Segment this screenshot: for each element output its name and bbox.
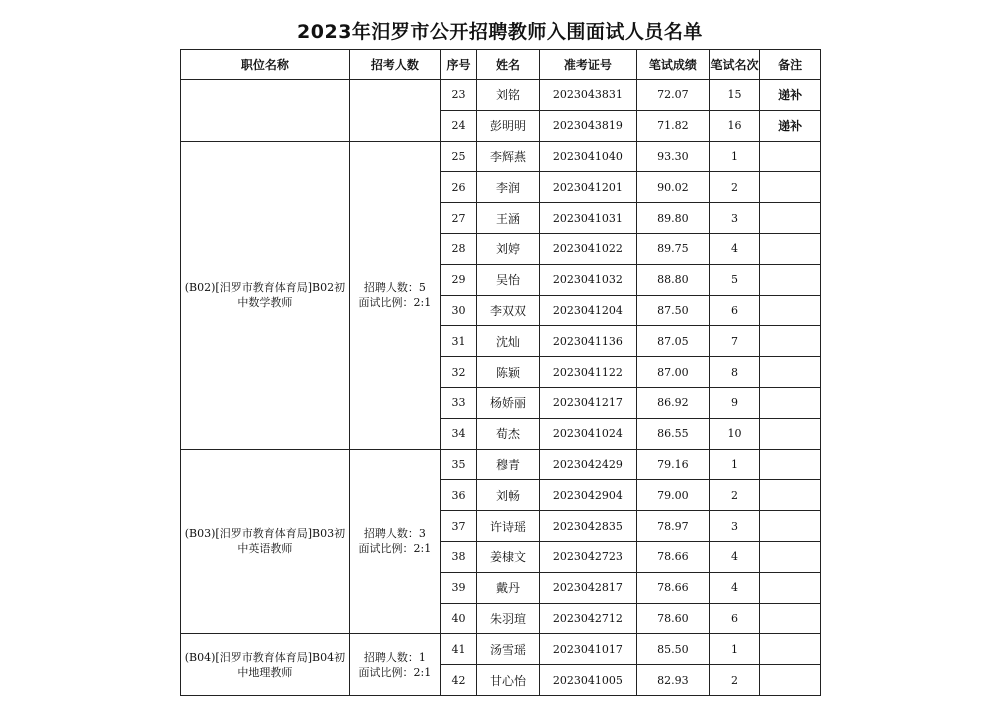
note-cell (760, 203, 821, 234)
note-cell (760, 172, 821, 203)
score-cell: 93.30 (636, 141, 709, 172)
document-title: 2023年汨罗市公开招聘教师入围面试人员名单 (297, 21, 703, 43)
ticket-cell: 2023042723 (539, 541, 636, 572)
rank-cell: 3 (709, 511, 760, 542)
score-cell: 89.80 (636, 203, 709, 234)
number-cell: 38 (440, 541, 476, 572)
rank-cell: 6 (709, 295, 760, 326)
number-cell: 41 (440, 634, 476, 665)
rank-cell: 15 (709, 80, 760, 111)
number-cell: 42 (440, 665, 476, 696)
score-cell: 85.50 (636, 634, 709, 665)
name-cell: 汤雪瑶 (477, 634, 540, 665)
note-cell (760, 418, 821, 449)
table-row (181, 634, 821, 665)
position-cell: (B04)[汨罗市教育体育局]B04初中地理教师 (181, 634, 350, 696)
note-cell (760, 326, 821, 357)
note-cell: 递补 (760, 110, 821, 141)
candidate-table (180, 49, 821, 696)
rank-cell: 2 (709, 172, 760, 203)
name-cell: 沈灿 (477, 326, 540, 357)
ticket-cell: 2023041005 (539, 665, 636, 696)
number-cell: 32 (440, 357, 476, 388)
position-cell (181, 80, 350, 142)
table-body (181, 80, 821, 696)
score-cell: 87.05 (636, 326, 709, 357)
header-note: 备注 (760, 50, 821, 80)
score-cell: 89.75 (636, 233, 709, 264)
ticket-cell: 2023042904 (539, 480, 636, 511)
ticket-cell: 2023042817 (539, 572, 636, 603)
name-cell: 李润 (477, 172, 540, 203)
number-cell: 24 (440, 110, 476, 141)
ticket-cell: 2023042835 (539, 511, 636, 542)
number-cell: 28 (440, 233, 476, 264)
ticket-cell: 2023041217 (539, 387, 636, 418)
name-cell: 刘畅 (477, 480, 540, 511)
ticket-cell: 2023043831 (539, 80, 636, 111)
name-cell: 彭明明 (477, 110, 540, 141)
name-cell: 穆青 (477, 449, 540, 480)
name-cell: 杨娇丽 (477, 387, 540, 418)
name-cell: 戴丹 (477, 572, 540, 603)
score-cell: 87.50 (636, 295, 709, 326)
number-cell: 25 (440, 141, 476, 172)
table-row (181, 449, 821, 480)
score-cell: 78.97 (636, 511, 709, 542)
ticket-cell: 2023042712 (539, 603, 636, 634)
name-cell: 李双双 (477, 295, 540, 326)
number-cell: 39 (440, 572, 476, 603)
header-score: 笔试成绩 (636, 50, 709, 80)
quota-cell: 招聘人数：5 面试比例：2:1 (349, 141, 440, 449)
score-cell: 78.66 (636, 541, 709, 572)
rank-cell: 2 (709, 480, 760, 511)
number-cell: 35 (440, 449, 476, 480)
rank-cell: 1 (709, 449, 760, 480)
score-cell: 86.92 (636, 387, 709, 418)
rank-cell: 5 (709, 264, 760, 295)
note-cell (760, 511, 821, 542)
rank-cell: 10 (709, 418, 760, 449)
name-cell: 姜棣文 (477, 541, 540, 572)
position-cell: (B02)[汨罗市教育体育局]B02初中数学教师 (181, 141, 350, 449)
ticket-cell: 2023041032 (539, 264, 636, 295)
score-cell: 79.16 (636, 449, 709, 480)
rank-cell: 3 (709, 203, 760, 234)
rank-cell: 1 (709, 634, 760, 665)
score-cell: 86.55 (636, 418, 709, 449)
header-number: 序号 (440, 50, 476, 80)
note-cell (760, 480, 821, 511)
score-cell: 82.93 (636, 665, 709, 696)
ticket-cell: 2023043819 (539, 110, 636, 141)
header-row (181, 50, 821, 80)
ticket-cell: 2023042429 (539, 449, 636, 480)
ticket-cell: 2023041204 (539, 295, 636, 326)
number-cell: 33 (440, 387, 476, 418)
name-cell: 李辉燕 (477, 141, 540, 172)
quota-cell: 招聘人数：1 面试比例：2:1 (349, 634, 440, 696)
header-position: 职位名称 (181, 50, 350, 80)
rank-cell: 1 (709, 141, 760, 172)
score-cell: 78.66 (636, 572, 709, 603)
number-cell: 27 (440, 203, 476, 234)
ticket-cell: 2023041024 (539, 418, 636, 449)
number-cell: 30 (440, 295, 476, 326)
quota-cell (349, 80, 440, 142)
note-cell (760, 603, 821, 634)
number-cell: 29 (440, 264, 476, 295)
number-cell: 34 (440, 418, 476, 449)
number-cell: 23 (440, 80, 476, 111)
ticket-cell: 2023041122 (539, 357, 636, 388)
rank-cell: 16 (709, 110, 760, 141)
table-row (181, 141, 821, 172)
note-cell (760, 233, 821, 264)
header-rank: 笔试名次 (709, 50, 760, 80)
score-cell: 79.00 (636, 480, 709, 511)
name-cell: 朱羽瑄 (477, 603, 540, 634)
number-cell: 37 (440, 511, 476, 542)
note-cell (760, 357, 821, 388)
ticket-cell: 2023041136 (539, 326, 636, 357)
rank-cell: 4 (709, 233, 760, 264)
number-cell: 31 (440, 326, 476, 357)
ticket-cell: 2023041040 (539, 141, 636, 172)
ticket-cell: 2023041201 (539, 172, 636, 203)
number-cell: 36 (440, 480, 476, 511)
quota-cell: 招聘人数：3 面试比例：2:1 (349, 449, 440, 634)
rank-cell: 4 (709, 572, 760, 603)
score-cell: 88.80 (636, 264, 709, 295)
name-cell: 刘铭 (477, 80, 540, 111)
name-cell: 甘心怡 (477, 665, 540, 696)
note-cell (760, 264, 821, 295)
header-quota: 招考人数 (349, 50, 440, 80)
score-cell: 71.82 (636, 110, 709, 141)
position-cell: (B03)[汨罗市教育体育局]B03初中英语教师 (181, 449, 350, 634)
score-cell: 87.00 (636, 357, 709, 388)
note-cell: 递补 (760, 80, 821, 111)
rank-cell: 6 (709, 603, 760, 634)
note-cell (760, 141, 821, 172)
ticket-cell: 2023041022 (539, 233, 636, 264)
number-cell: 40 (440, 603, 476, 634)
rank-cell: 9 (709, 387, 760, 418)
score-cell: 72.07 (636, 80, 709, 111)
table-row (181, 80, 821, 111)
rank-cell: 2 (709, 665, 760, 696)
score-cell: 90.02 (636, 172, 709, 203)
name-cell: 荀杰 (477, 418, 540, 449)
note-cell (760, 572, 821, 603)
note-cell (760, 541, 821, 572)
rank-cell: 7 (709, 326, 760, 357)
note-cell (760, 665, 821, 696)
rank-cell: 4 (709, 541, 760, 572)
note-cell (760, 634, 821, 665)
number-cell: 26 (440, 172, 476, 203)
name-cell: 陈颖 (477, 357, 540, 388)
note-cell (760, 449, 821, 480)
rank-cell: 8 (709, 357, 760, 388)
name-cell: 许诗瑶 (477, 511, 540, 542)
name-cell: 吴怡 (477, 264, 540, 295)
ticket-cell: 2023041031 (539, 203, 636, 234)
ticket-cell: 2023041017 (539, 634, 636, 665)
note-cell (760, 387, 821, 418)
header-ticket: 准考证号 (539, 50, 636, 80)
name-cell: 刘婷 (477, 233, 540, 264)
note-cell (760, 295, 821, 326)
score-cell: 78.60 (636, 603, 709, 634)
name-cell: 王涵 (477, 203, 540, 234)
header-name: 姓名 (477, 50, 540, 80)
